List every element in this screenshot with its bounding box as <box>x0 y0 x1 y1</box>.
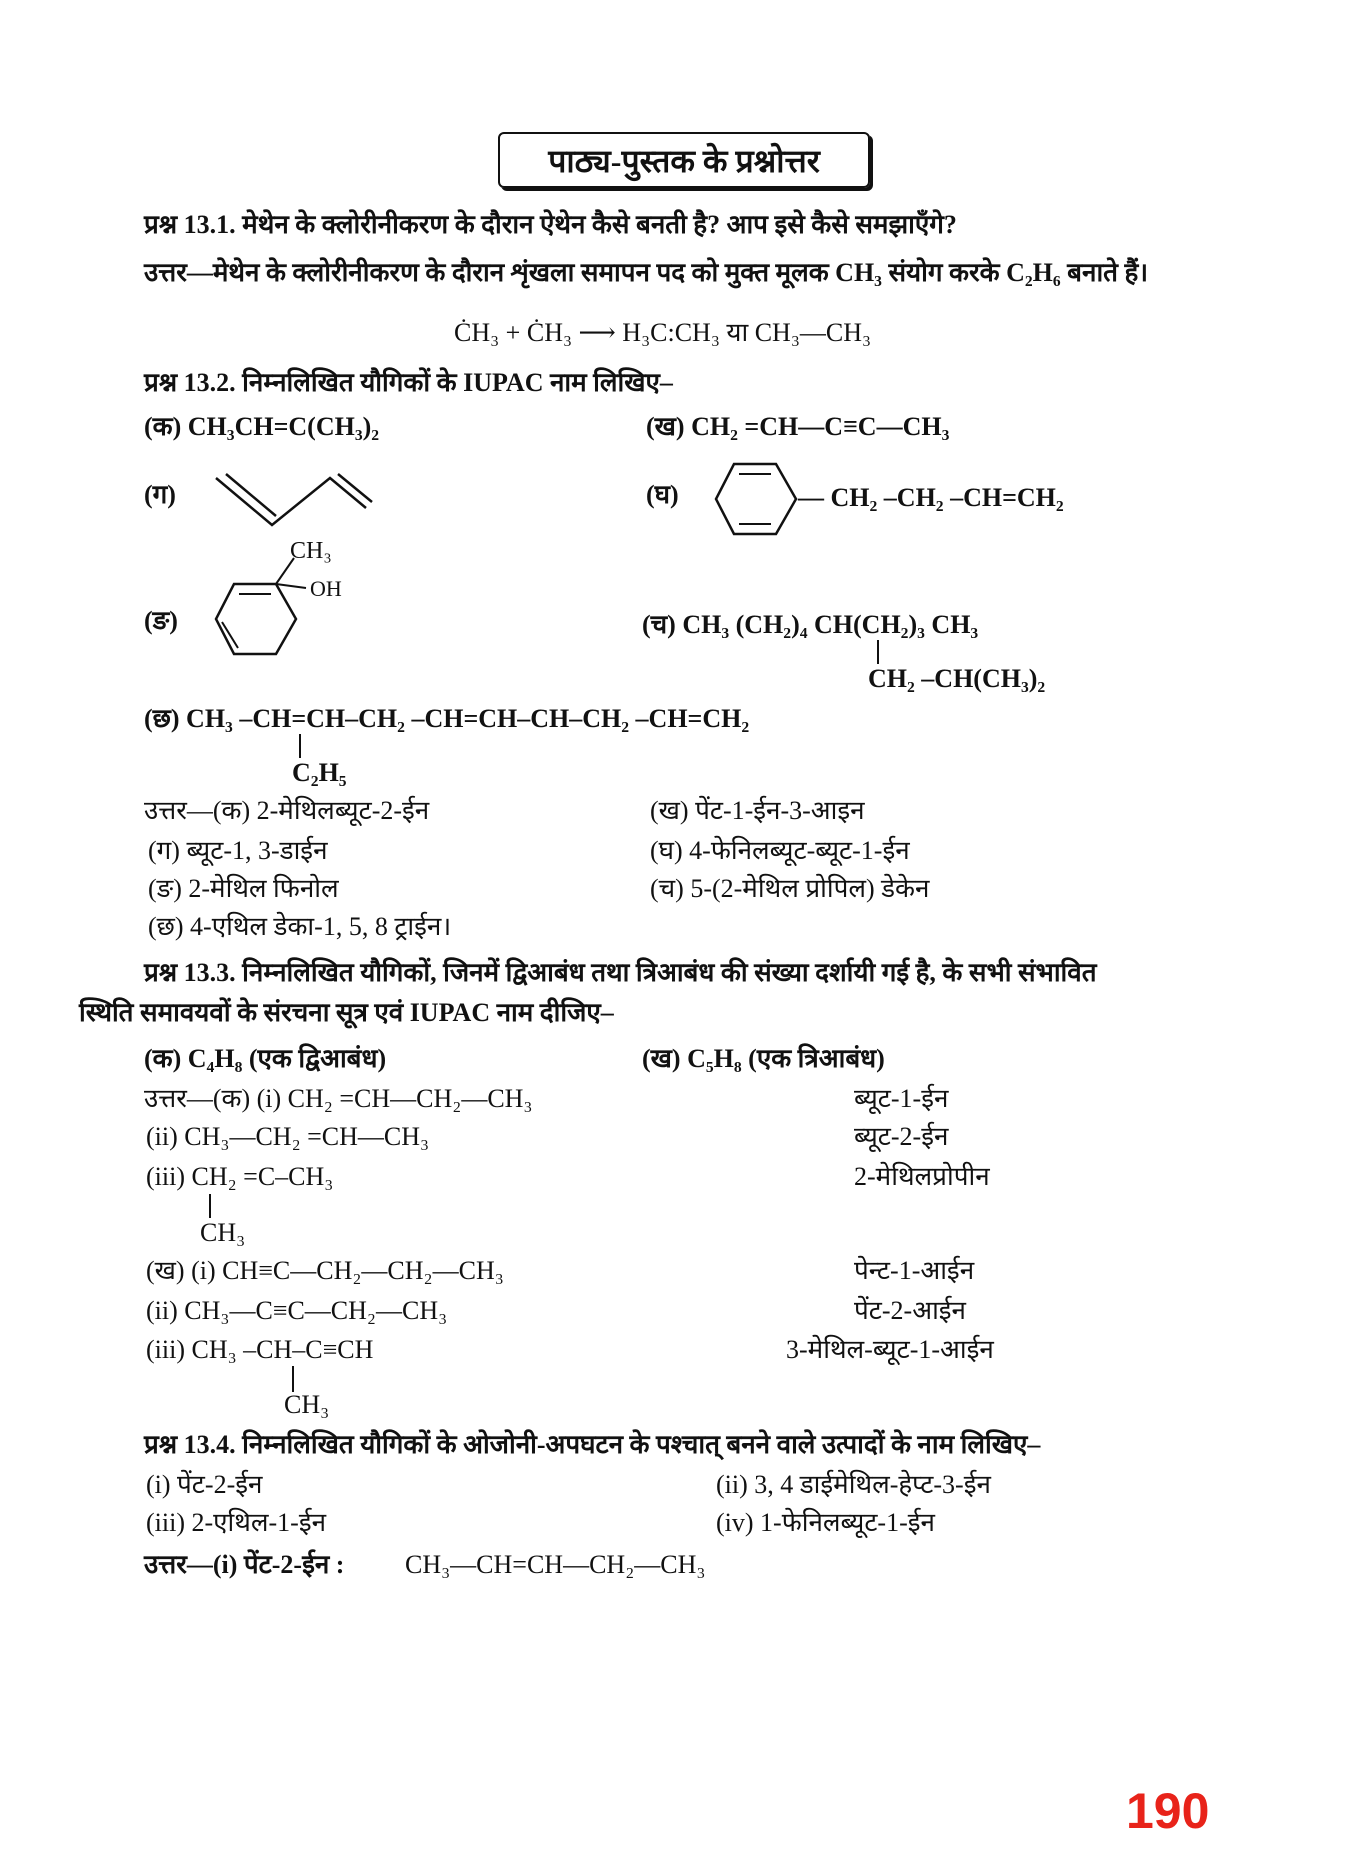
answer-ka: उत्तर—(क) 2-मेथिलब्यूट-2-ईन <box>144 796 430 825</box>
butadiene-structure <box>214 470 374 530</box>
answer-cha: (च) 5-(2-मेथिल प्रोपिल) डेकेन <box>650 874 930 903</box>
isomer-formula: (iii) CH₃ –CH–C≡CH <box>146 1335 374 1364</box>
isomer-name: पेन्ट-1-आईन <box>854 1256 975 1285</box>
compound-gha-chain: — CH₂ –CH₂ –CH=CH₂ <box>798 483 1064 512</box>
compound-c4h8: (क) C₄H₈ (एक द्विआबंध) <box>144 1044 387 1073</box>
compound-nga-label: (ङ) <box>144 606 178 635</box>
isomer-name: ब्यूट-2-ईन <box>854 1122 949 1151</box>
answer-13-4-label: उत्तर—(i) पेंट-2-ईन : <box>144 1550 345 1579</box>
compound-ga-label: (ग) <box>144 480 176 509</box>
isomer-branch: CH₃ <box>284 1390 330 1419</box>
compound-ka: (क) CH₃CH=C(CH₃)₂ <box>144 412 380 441</box>
substituent-oh: OH <box>310 576 342 601</box>
isomer-formula: उत्तर—(क) (i) CH₂ =CH—CH₂—CH₃ <box>144 1084 533 1113</box>
isomer-formula: (ii) CH₃—C≡C—CH₂—CH₃ <box>146 1296 448 1325</box>
isomer-formula: (ii) CH₃—CH₂ =CH—CH₃ <box>146 1122 430 1151</box>
ozonolysis-item: (i) पेंट-2-ईन <box>146 1470 263 1499</box>
answer-chha: (छ) 4-एथिल डेका-1, 5, 8 ट्राईन। <box>148 912 452 941</box>
bond-line <box>208 1194 212 1218</box>
answer-kha: (ख) पेंट-1-ईन-3-आइन <box>650 796 865 825</box>
compound-chha: (छ) CH₃ –CH=CH–CH₂ –CH=CH–CH–CH₂ –CH=CH₂ <box>144 704 750 733</box>
isomer-name: पेंट-2-आईन <box>854 1296 966 1325</box>
isomer-branch: CH₃ <box>200 1218 246 1247</box>
substituent-ch3: CH₃ <box>290 538 332 564</box>
compound-cha: (च) CH₃ (CH₂)₄ CH(CH₂)₃ CH₃ <box>642 610 979 639</box>
compound-c5h8: (ख) C₅H₈ (एक त्रिआबंध) <box>642 1044 885 1073</box>
section-title: पाठ्य-पुस्तक के प्रश्नोत्तर <box>498 132 870 188</box>
isomer-name: ब्यूट-1-ईन <box>854 1084 949 1113</box>
question-13-4: प्रश्न 13.4. निम्नलिखित यौगिकों के ओजोनी-अपघटन के पश्चात् बनने वाले उत्पादों के नाम लिखिए– <box>144 1430 1041 1459</box>
compound-cha-branch: CH₂ –CH(CH₃)₂ <box>868 664 1046 693</box>
answer-13-1: उत्तर—मेथेन के क्लोरीनीकरण के दौरान शृंखला समापन पद को मुक्त मूलक CH₃ संयोग करके C₂H₆ बनाते हैं। <box>144 258 1149 287</box>
question-13-1: प्रश्न 13.1. मेथेन के क्लोरीनीकरण के दौरान ऐथेन कैसे बनती है? आप इसे कैसे समझाएँगे? <box>144 210 957 239</box>
answer-13-4-formula: CH₃—CH=CH—CH₂—CH₃ <box>405 1550 706 1579</box>
compound-chha-branch: C₂H₅ <box>292 758 347 787</box>
isomer-formula: (iii) CH₂ =C–CH₃ <box>146 1162 334 1191</box>
bond-line <box>298 734 302 758</box>
compound-kha: (ख) CH₂ =CH—C≡C—CH₃ <box>646 412 950 441</box>
answer-nga: (ङ) 2-मेथिल फिनोल <box>148 874 339 903</box>
bond-line <box>291 1366 295 1392</box>
isomer-name: 3-मेथिल-ब्यूट-1-आईन <box>786 1335 994 1364</box>
benzene-ring-icon <box>714 462 800 536</box>
ozonolysis-item: (iv) 1-फेनिलब्यूट-1-ईन <box>716 1508 935 1537</box>
equation-13-1: ĊH₃ + ĊH₃ ⟶ H₃C:CH₃ या CH₃—CH₃ <box>454 318 872 347</box>
answer-gha: (घ) 4-फेनिलब्यूट-ब्यूट-1-ईन <box>650 836 910 865</box>
benzene-ring-icon <box>214 582 300 656</box>
isomer-formula: (ख) (i) CH≡C—CH₂—CH₂—CH₃ <box>146 1256 504 1285</box>
question-13-3-line1: प्रश्न 13.3. निम्नलिखित यौगिकों, जिनमें द्विआबंध तथा त्रिआबंध की संख्या दर्शायी गई है, के सभी संभावित <box>144 958 1097 987</box>
isomer-name: 2-मेथिलप्रोपीन <box>854 1162 990 1191</box>
bond-line <box>876 640 880 664</box>
ozonolysis-item: (ii) 3, 4 डाईमेथिल-हेप्ट-3-ईन <box>716 1470 991 1499</box>
question-13-3-line2: स्थिति समावयवों के संरचना सूत्र एवं IUPAC नाम दीजिए– <box>79 998 614 1027</box>
page-number: 190 <box>1126 1783 1210 1839</box>
ozonolysis-item: (iii) 2-एथिल-1-ईन <box>146 1508 327 1537</box>
compound-gha-label: (घ) <box>646 480 679 509</box>
question-13-2: प्रश्न 13.2. निम्नलिखित यौगिकों के IUPAC नाम लिखिए– <box>144 368 673 397</box>
answer-ga: (ग) ब्यूट-1, 3-डाईन <box>148 836 328 865</box>
